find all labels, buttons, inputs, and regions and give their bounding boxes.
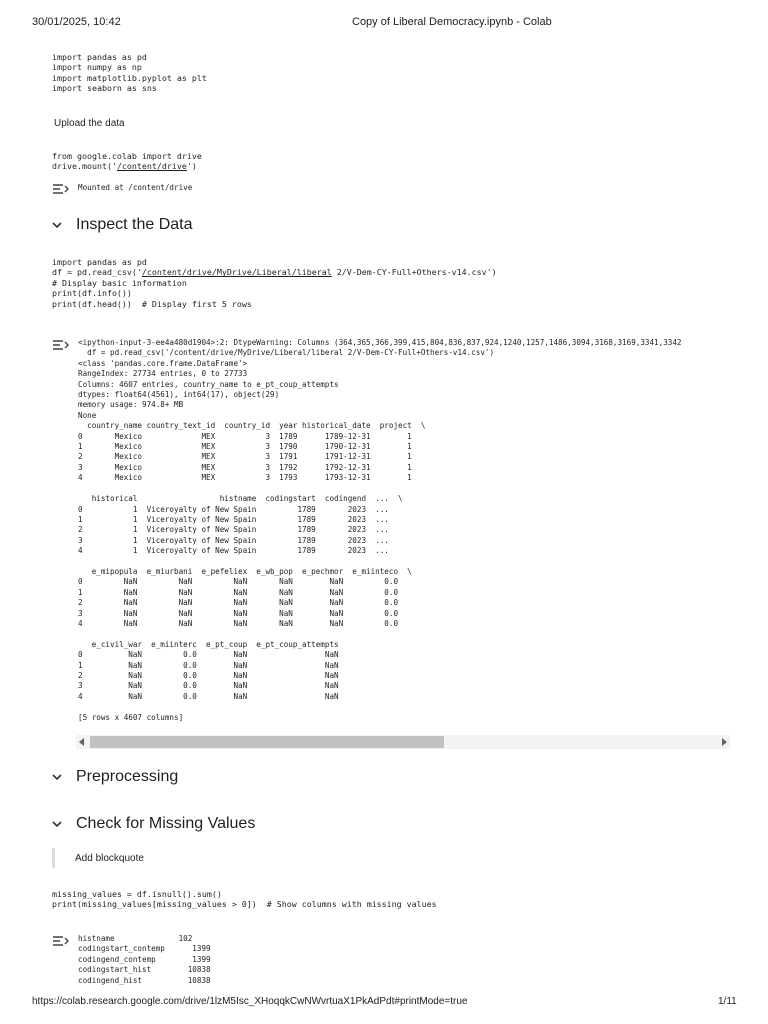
output-horizontal-scrollbar[interactable]: [76, 735, 730, 749]
mount-post: '): [186, 161, 197, 172]
section-inspect[interactable]: [50, 216, 193, 234]
scroll-left-icon[interactable]: [79, 738, 84, 746]
blockquote-text: Add blockquote: [75, 853, 144, 864]
print-page-number: 1/11: [718, 996, 737, 1007]
inspect-path-link[interactable]: /content/drive/MyDrive/Liberal/liberal: [141, 267, 332, 278]
section-title-preprocessing: Preprocessing: [76, 768, 179, 785]
output-icon[interactable]: [52, 183, 70, 195]
print-url: https://colab.research.google.com/drive/1lzM5Isc_XHoqqkCwNWvrtuaX1PkAdPdt#printMode=true: [32, 996, 468, 1007]
output-icon[interactable]: [52, 935, 70, 947]
print-datetime: 30/01/2025, 10:42: [32, 16, 121, 28]
section-title-missing: Check for Missing Values: [76, 815, 256, 832]
code-cell-missing[interactable]: missing_values = df.isnull().sum() print(missing_values[missing_values > 0]) # Show columns with missing values: [52, 889, 437, 910]
code-cell-mount[interactable]: [52, 151, 202, 172]
output-inspect: <ipython-input-3-ee4a480d1904>:2: DtypeWarning: Columns (364,365,366,399,415,804,836,837,924,1240,1257,1486,3094,3168,3169,3341,3342 df = pd.read_csv('/content/drive/MyDrive/Liberal/liberal 2/V-Dem-CY-Full+Others-v14.csv') <class 'pandas.core.frame.DataFrame'> RangeIndex: 27734 entries, 0 to 27733 Columns: 4607 entries, country_name to e_pt_coup_attempts dtypes: float64(4561), int64(17), object(29) memory usage: 974.8+ MB None country_name country_text_id country_id year historical_date project \ 0 Mexico MEX 3 1789 1789-12-31 1 1 Mexico MEX 3 1790 1790-12-31 1 2 Mexico MEX 3 1791 1791-12-31 1 3 Mexico MEX 3 1792 1792-12-31 1 4 Mexico MEX 3 1793 1793-12-31 1 historical histname codingstart codingend ... \ 0 1 Viceroyalty of New Spain 1789 2023 ... 1 1 Viceroyalty of New Spain 1789 2023 ... 2 1 Viceroyalty of New Spain 1789 2023 ... 3 1 Viceroyalty of New Spain 1789 2023 ... 4 1 Viceroyalty of New Spain 1789 2023 ... e_mipopula e_miurbani e_pefeliex e_wb_pop e_pechmor e_miinteco \ 0 NaN NaN NaN NaN NaN 0.0 1 NaN NaN NaN NaN NaN 0.0 2 NaN NaN NaN NaN NaN 0.0 3 NaN NaN NaN NaN NaN 0.0 4 NaN NaN NaN NaN NaN 0.0 e_civil_war e_miinterc e_pt_coup e_pt_coup_attempts 0 NaN 0.0 NaN NaN 1 NaN 0.0 NaN NaN 2 NaN 0.0 NaN NaN 3 NaN 0.0 NaN NaN 4 NaN 0.0 NaN NaN [5 rows x 4607 columns]: [78, 338, 682, 722]
output-icon[interactable]: [52, 339, 70, 351]
scrollbar-thumb[interactable]: [90, 736, 444, 748]
section-preprocessing[interactable]: [50, 768, 178, 786]
output-missing: histname 102 codingstart_contemp 1399 codingend_contemp 1399 codingstart_hist 10838 codingend_hist 10838: [78, 934, 211, 985]
mount-line1: from google.colab import drive: [52, 151, 202, 161]
markdown-upload: Upload the data: [54, 118, 125, 129]
chevron-down-icon[interactable]: [50, 770, 64, 784]
blockquote-bar: [52, 848, 55, 868]
output-mount: Mounted at /content/drive: [78, 183, 193, 192]
code-cell-imports[interactable]: import pandas as pd import numpy as np import matplotlib.pyplot as plt import seaborn as sns: [52, 52, 207, 94]
code-cell-inspect[interactable]: [52, 257, 497, 309]
mount-pre: drive.mount(': [52, 161, 117, 172]
mount-path-link[interactable]: /content/drive: [116, 161, 187, 172]
scroll-right-icon[interactable]: [722, 738, 727, 746]
chevron-down-icon[interactable]: [50, 817, 64, 831]
section-missing[interactable]: [50, 815, 255, 833]
inspect-rest: # Display basic information print(df.info()) print(df.head()) # Display first 5 rows: [52, 277, 252, 309]
chevron-down-icon[interactable]: [50, 218, 64, 232]
print-title: Copy of Liberal Democracy.ipynb - Colab: [352, 16, 552, 28]
section-title-inspect: Inspect the Data: [76, 216, 193, 233]
inspect-pre: df = pd.read_csv(': [52, 267, 142, 278]
inspect-post: 2/V-Dem-CY-Full+Others-v14.csv'): [331, 267, 497, 278]
inspect-line1: import pandas as pd: [52, 257, 147, 267]
